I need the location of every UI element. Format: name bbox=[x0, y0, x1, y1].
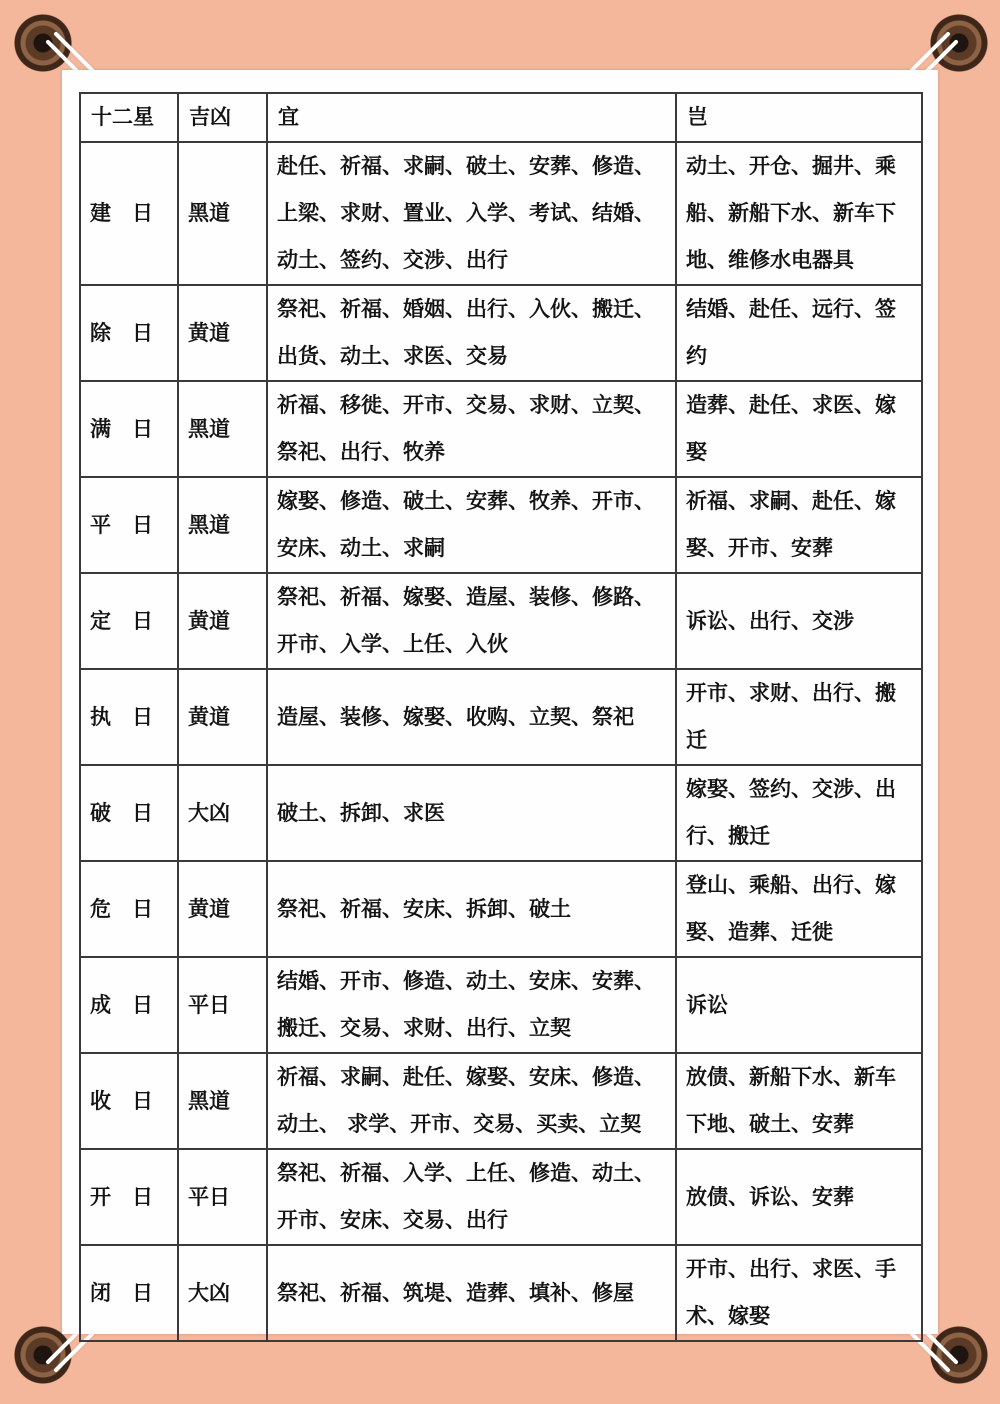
ji-cell: 放债、诉讼、安葬 bbox=[676, 1149, 922, 1245]
star-cell: 建 日 bbox=[80, 142, 178, 285]
yi-cell: 祭祀、祈福、安床、拆卸、破土 bbox=[267, 861, 676, 957]
fortune-cell: 黄道 bbox=[178, 669, 267, 765]
fortune-cell: 黄道 bbox=[178, 861, 267, 957]
yi-cell: 嫁娶、修造、破土、安葬、牧养、开市、安床、动土、求嗣 bbox=[267, 477, 676, 573]
ji-cell: 登山、乘船、出行、嫁娶、造葬、迁徙 bbox=[676, 861, 922, 957]
table-row bbox=[80, 957, 922, 1053]
star-cell: 成 日 bbox=[80, 957, 178, 1053]
fortune-cell: 黑道 bbox=[178, 477, 267, 573]
star-cell: 执 日 bbox=[80, 669, 178, 765]
table-row bbox=[80, 477, 922, 573]
grommet-bottom-left bbox=[13, 1325, 73, 1385]
table-row bbox=[80, 1245, 922, 1341]
star-cell: 闭 日 bbox=[80, 1245, 178, 1341]
table-row bbox=[80, 1053, 922, 1149]
fortune-cell: 平日 bbox=[178, 1149, 267, 1245]
fortune-cell: 平日 bbox=[178, 957, 267, 1053]
table-row bbox=[80, 861, 922, 957]
almanac-table bbox=[79, 92, 923, 1342]
ji-cell: 祈福、求嗣、赴任、嫁娶、开市、安葬 bbox=[676, 477, 922, 573]
star-cell: 定 日 bbox=[80, 573, 178, 669]
yi-cell: 祭祀、祈福、入学、上任、修造、动土、开市、安床、交易、出行 bbox=[267, 1149, 676, 1245]
yi-cell: 破土、拆卸、求医 bbox=[267, 765, 676, 861]
yi-cell: 祈福、求嗣、赴任、嫁娶、安床、修造、动土、 求学、开市、交易、买卖、立契 bbox=[267, 1053, 676, 1149]
table-row bbox=[80, 669, 922, 765]
fortune-cell: 黑道 bbox=[178, 142, 267, 285]
fortune-cell: 黑道 bbox=[178, 381, 267, 477]
ji-cell: 诉讼 bbox=[676, 957, 922, 1053]
yi-cell: 赴任、祈福、求嗣、破土、安葬、修造、上梁、求财、置业、入学、考试、结婚、动土、签约、交涉、出行 bbox=[267, 142, 676, 285]
yi-cell: 祭祀、祈福、筑堤、造葬、填补、修屋 bbox=[267, 1245, 676, 1341]
fortune-cell: 大凶 bbox=[178, 765, 267, 861]
ji-cell: 结婚、赴任、远行、签约 bbox=[676, 285, 922, 381]
grommet-bottom-right bbox=[929, 1325, 989, 1385]
fortune-cell: 黑道 bbox=[178, 1053, 267, 1149]
yi-cell: 结婚、开市、修造、动土、安床、安葬、搬迁、交易、求财、出行、立契 bbox=[267, 957, 676, 1053]
table-row bbox=[80, 381, 922, 477]
ji-cell: 放债、新船下水、新车下地、破土、安葬 bbox=[676, 1053, 922, 1149]
header-ji: 岂 bbox=[676, 93, 922, 142]
star-cell: 破 日 bbox=[80, 765, 178, 861]
star-cell: 收 日 bbox=[80, 1053, 178, 1149]
fortune-cell: 大凶 bbox=[178, 1245, 267, 1341]
star-cell: 满 日 bbox=[80, 381, 178, 477]
star-cell: 开 日 bbox=[80, 1149, 178, 1245]
fortune-cell: 黄道 bbox=[178, 573, 267, 669]
ji-cell: 开市、出行、求医、手术、嫁娶 bbox=[676, 1245, 922, 1341]
header-star: 十二星 bbox=[80, 93, 178, 142]
star-cell: 危 日 bbox=[80, 861, 178, 957]
table-row bbox=[80, 1149, 922, 1245]
header-row bbox=[80, 93, 922, 142]
star-cell: 平 日 bbox=[80, 477, 178, 573]
header-fortune: 吉凶 bbox=[178, 93, 267, 142]
fortune-cell: 黄道 bbox=[178, 285, 267, 381]
table-row bbox=[80, 142, 922, 285]
yi-cell: 祈福、移徙、开市、交易、求财、立契、祭祀、出行、牧养 bbox=[267, 381, 676, 477]
yi-cell: 祭祀、祈福、婚姻、出行、入伙、搬迁、出货、动土、求医、交易 bbox=[267, 285, 676, 381]
ji-cell: 开市、求财、出行、搬迁 bbox=[676, 669, 922, 765]
ji-cell: 动土、开仓、掘井、乘船、新船下水、新车下地、维修水电器具 bbox=[676, 142, 922, 285]
header-yi: 宜 bbox=[267, 93, 676, 142]
ji-cell: 造葬、赴任、求医、嫁娶 bbox=[676, 381, 922, 477]
star-cell: 除 日 bbox=[80, 285, 178, 381]
ji-cell: 诉讼、出行、交涉 bbox=[676, 573, 922, 669]
table-row bbox=[80, 285, 922, 381]
table-row bbox=[80, 765, 922, 861]
yi-cell: 祭祀、祈福、嫁娶、造屋、装修、修路、开市、入学、上任、入伙 bbox=[267, 573, 676, 669]
yi-cell: 造屋、装修、嫁娶、收购、立契、祭祀 bbox=[267, 669, 676, 765]
ji-cell: 嫁娶、签约、交涉、出行、搬迁 bbox=[676, 765, 922, 861]
table-row bbox=[80, 573, 922, 669]
